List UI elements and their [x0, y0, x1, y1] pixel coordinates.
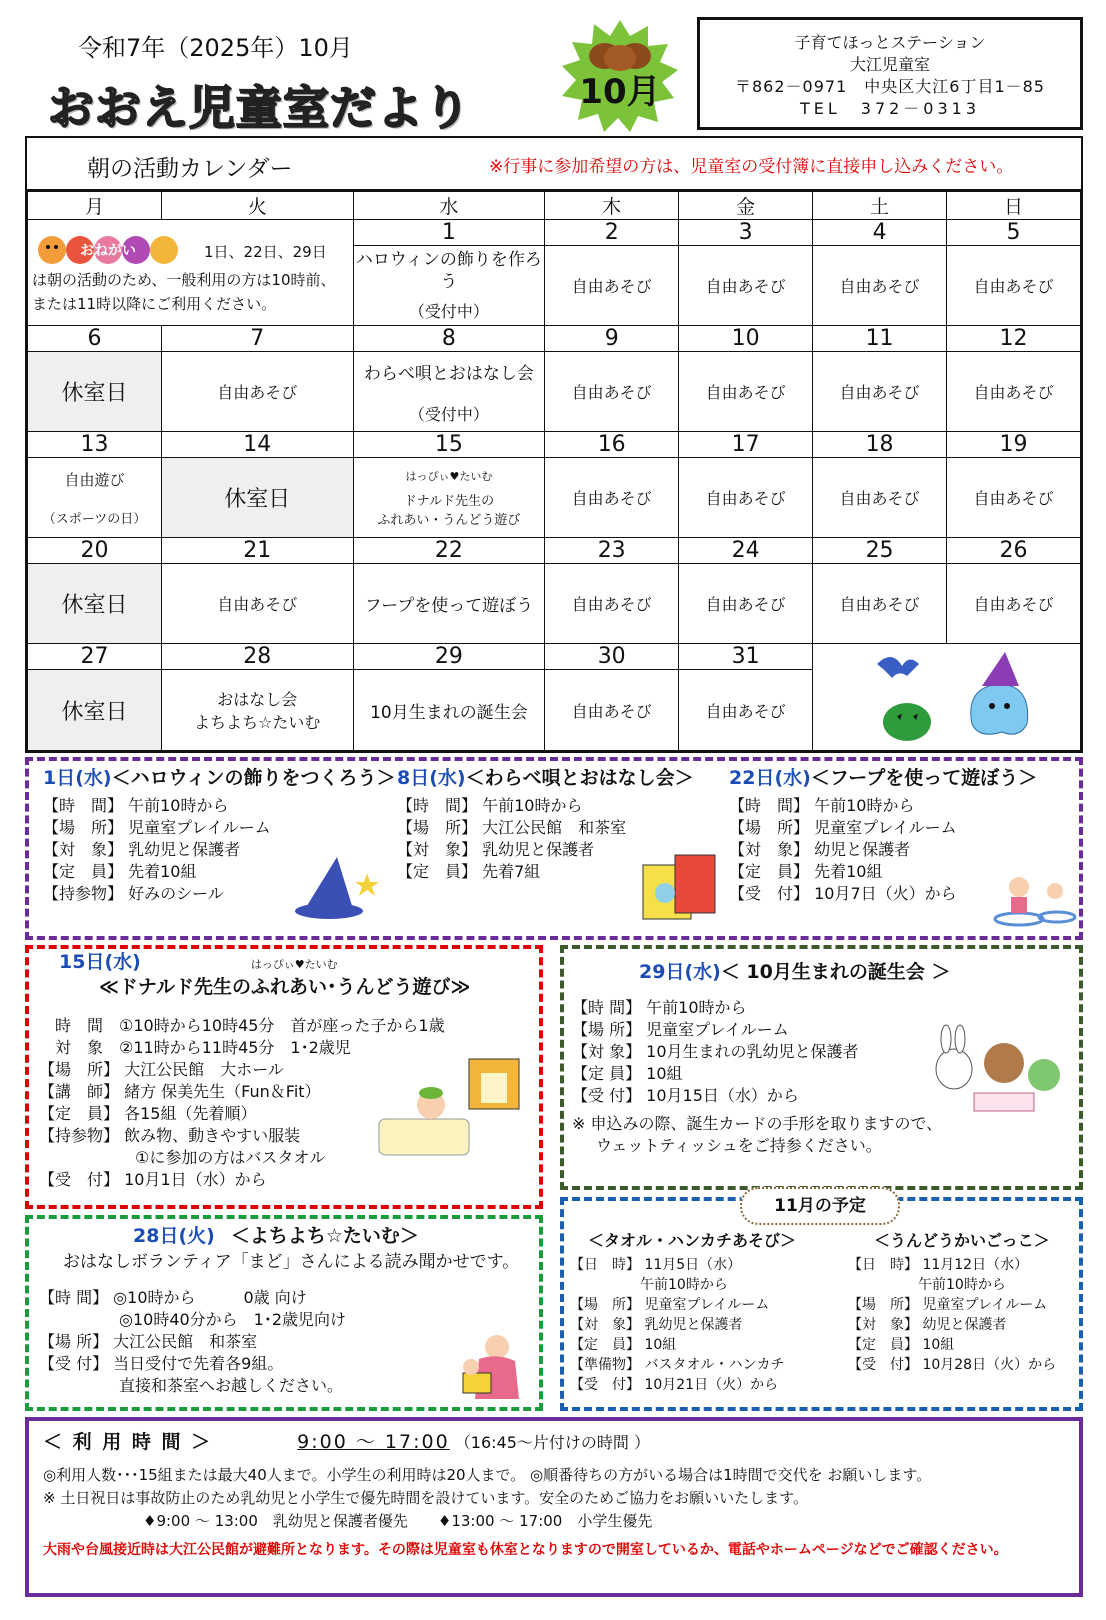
- detail-row: 【定 員】 各15組（先着順）: [39, 1104, 257, 1123]
- calendar-title: 朝の活動カレンダー: [87, 156, 293, 182]
- newsletter-title: おおえ児童室だより: [48, 81, 471, 135]
- event-cell: 自由あそび: [947, 458, 1081, 538]
- rule-line: ◎利用人数･･･15組または最大40人まで。小学生の利用時は20人まで。 ◎順番待ちの方がいる場合は1時間で交代を お願いします。: [43, 1466, 932, 1484]
- event-ruby: はっぴぃ♥たいむ: [405, 469, 493, 483]
- event-title: ＜わらべ唄とおはなし会＞: [465, 767, 694, 789]
- event-title: ＜よちよち☆たいむ＞: [230, 1225, 419, 1247]
- calendar-note: ※行事に参加希望の方は、児童室の受付簿に直接申し込みください。: [489, 157, 1014, 177]
- detail-row: 【持参物】 好みのシール: [43, 884, 224, 903]
- day-number: 28: [161, 644, 353, 670]
- event-cell: 自由あそび: [679, 564, 813, 644]
- day-number: 10: [679, 326, 813, 352]
- day-number: 24: [679, 538, 813, 564]
- detail-row: 対 象 ②11時から11時45分 1･2歳児: [39, 1038, 351, 1057]
- detail-row: 【受 付】 10月7日（火）から: [729, 884, 957, 903]
- reading-mother-icon: [449, 1329, 529, 1404]
- day-number: 7: [161, 326, 353, 352]
- event-cell: [353, 246, 545, 326]
- picture-book-icon: [639, 851, 719, 926]
- activity-calendar: [25, 136, 1083, 753]
- detail-row: 【対 象】 乳幼児と保護者: [570, 1317, 743, 1333]
- detail-row: 午前10時から: [848, 1277, 1006, 1293]
- day-number: 13: [28, 432, 162, 458]
- detail-row: 【受 付】 10月1日（水）から: [39, 1170, 267, 1189]
- onegai-label: おねがい: [80, 242, 136, 259]
- day-number: 16: [545, 432, 679, 458]
- detail-row: 【講 師】 緒方 保美先生（Fun＆Fit）: [39, 1082, 321, 1101]
- event-cell: 自由あそび: [545, 564, 679, 644]
- event-cell: 自由あそび: [813, 352, 947, 432]
- hours-heading: ＜ 利 用 時 間 ＞: [43, 1431, 213, 1453]
- event-cell: 自由あそび: [679, 246, 813, 326]
- plan-title: ＜うんどうかいごっこ＞: [874, 1231, 1050, 1250]
- detail-row: 【受 付】 当日受付で先着各9組。: [39, 1354, 284, 1373]
- day-number: 5: [947, 220, 1081, 246]
- calendar-header: [27, 138, 1081, 191]
- day-number: 21: [161, 538, 353, 564]
- event-title: ＜ハロウィンの飾りをつくろう＞: [111, 767, 396, 789]
- intro-text: は朝の活動のため、一般利用の方は10時前、または11時以降にご利用ください。: [32, 270, 336, 313]
- weekday-sun: 日: [947, 192, 1081, 220]
- day-number: 6: [28, 326, 162, 352]
- usage-hours: [25, 1417, 1083, 1597]
- badge-label: 10月: [579, 72, 661, 112]
- day-number: 31: [679, 644, 813, 670]
- calendar-grid: [27, 191, 1081, 751]
- detail-row: 【定 員】 先着10組: [729, 862, 883, 881]
- detail-row: 【準備物】 バスタオル・ハンカチ: [570, 1357, 785, 1373]
- day-number: 8: [353, 326, 545, 352]
- detail-row: 【場 所】 児童室プレイルーム: [43, 818, 271, 837]
- month-badge: [560, 18, 680, 133]
- day-number: 3: [679, 220, 813, 246]
- detail-row: 【定 員】 10組: [848, 1337, 955, 1353]
- event-label: 自由遊び: [64, 470, 125, 489]
- day-number: 22: [353, 538, 545, 564]
- weekday-tue: 火: [161, 192, 353, 220]
- halloween-illustration: [813, 644, 1081, 751]
- event-day: 15日(水): [59, 951, 141, 973]
- event-cell: 自由あそび: [947, 564, 1081, 644]
- day-number: 26: [947, 538, 1081, 564]
- plan-sports: [848, 1231, 1056, 1375]
- detail-row: 【受 付】 10月21日（火）から: [570, 1377, 779, 1393]
- intro-dates: 1日、22日、29日: [204, 242, 327, 261]
- issue-date: 令和7年（2025年）10月: [78, 34, 353, 62]
- baby-crawling-icon: [369, 1049, 529, 1169]
- hours-value: 9:00 ～ 17:00: [297, 1431, 450, 1453]
- events-early-october: [25, 757, 1083, 940]
- closed-day: 休室日: [28, 352, 162, 432]
- day-number: 14: [161, 432, 353, 458]
- day-number: 27: [28, 644, 162, 670]
- facility-name: 大江児童室: [849, 55, 930, 74]
- event-cell: [353, 458, 545, 538]
- event-label: わらべ唄とおはなし会: [363, 363, 534, 384]
- detail-row: ①に参加の方はバスタオル: [39, 1148, 326, 1167]
- day-number: 25: [813, 538, 947, 564]
- plan-title: ＜タオル・ハンカチあそび＞: [588, 1231, 797, 1250]
- event-label: ふれあい・うんどう遊び: [377, 512, 521, 528]
- priority-times: ♦9:00 ～ 13:00 乳幼児と保護者優先 ♦13:00 ～ 17:00 小学生優先: [143, 1512, 653, 1530]
- event-donald: [25, 945, 543, 1209]
- event-cell: 自由あそび: [947, 352, 1081, 432]
- detail-row: ◎10時40分から 1･2歳児向け: [39, 1310, 347, 1329]
- address: 〒862－0971 中央区大江6丁目1－85: [735, 77, 1045, 96]
- org-name: 子育てほっとステーション: [794, 33, 986, 52]
- event-label: おはなし会: [217, 690, 298, 710]
- hours-note: （16:45～片付けの時間 ）: [454, 1433, 650, 1452]
- event-label: ドナルド先生の: [403, 493, 495, 509]
- note-line: ウェットティッシュをご持参ください。: [596, 1136, 882, 1155]
- event-status: （受付中）: [408, 302, 489, 321]
- event-cell: [353, 352, 545, 432]
- weekday-thu: 木: [545, 192, 679, 220]
- day-number: 19: [947, 432, 1081, 458]
- telephone: TEL 372－0313: [799, 99, 981, 118]
- event-cell: 自由あそび: [679, 670, 813, 751]
- day-number: 30: [545, 644, 679, 670]
- event-title: ≪ドナルド先生のふれあい･うんどう遊び≫: [99, 976, 471, 998]
- birthday-animals-icon: [924, 1019, 1074, 1119]
- event-cell: 自由あそび: [545, 670, 679, 751]
- event-cell: 自由あそび: [813, 564, 947, 644]
- detail-row: 【場 所】 児童室プレイルーム: [848, 1297, 1048, 1313]
- emergency-warning: 大雨や台風接近時は大江公民館が避難所となります。その際は児童室も休室となりますので開室しているか、電話やホームページなどでご確認ください。: [43, 1542, 1008, 1558]
- detail-row: 【日 時】 11月5日（水）: [570, 1257, 742, 1273]
- event-cell: 自由あそび: [545, 352, 679, 432]
- day-number: 15: [353, 432, 545, 458]
- detail-row: 【対 象】 乳幼児と保護者: [43, 840, 241, 859]
- event-cell: [161, 670, 353, 751]
- event-title: ＜ 10月生まれの誕生会 ＞: [720, 961, 951, 983]
- detail-row: 【場 所】 児童室プレイルーム: [572, 1020, 789, 1039]
- detail-row: 午前10時から: [570, 1277, 728, 1293]
- event-cell: 自由あそび: [161, 564, 353, 644]
- closed-day: 休室日: [28, 564, 162, 644]
- day-number: 23: [545, 538, 679, 564]
- detail-row: 【場 所】 児童室プレイルーム: [570, 1297, 770, 1313]
- detail-row: 【定 員】 10組: [570, 1337, 677, 1353]
- day-number: 18: [813, 432, 947, 458]
- weekday-wed: 水: [353, 192, 545, 220]
- onegai-banner: [32, 230, 349, 268]
- event-day: 22日(水): [729, 767, 811, 789]
- weekday-mon: 月: [28, 192, 162, 220]
- event-cell: 自由あそび: [679, 352, 813, 432]
- detail-row: 【受 付】 10月15日（水）から: [572, 1086, 799, 1105]
- detail-row: 【対 象】 乳幼児と保護者: [397, 840, 595, 859]
- day-number: 9: [545, 326, 679, 352]
- event-cell: 自由あそび: [947, 246, 1081, 326]
- event-cell: 自由あそび: [679, 458, 813, 538]
- closed-day: 休室日: [28, 670, 162, 751]
- event-day: 29日(水): [639, 961, 721, 983]
- detail-row: 【対 象】 幼児と保護者: [729, 840, 911, 859]
- event-lead: おはなしボランティア「まど」さんによる読み聞かせです。: [63, 1252, 520, 1272]
- rule-line: ※ 土日祝日は事故防止のため乳幼児と小学生で優先時間を設けています。安全のためご協力をお願いいたします。: [43, 1489, 808, 1507]
- detail-row: 【時 間】 午前10時から: [729, 796, 915, 815]
- day-number: 29: [353, 644, 545, 670]
- weekday-sat: 土: [813, 192, 947, 220]
- plan-towel: [570, 1231, 796, 1395]
- detail-row: 【場 所】 児童室プレイルーム: [729, 818, 957, 837]
- detail-row: 直接和茶室へお越しください。: [39, 1376, 344, 1395]
- event-cell: 10月生まれの誕生会: [353, 670, 545, 751]
- detail-row: 【定 員】 先着10組: [43, 862, 197, 881]
- event-day: 8日(水): [397, 767, 466, 789]
- event-cell: 自由あそび: [813, 246, 947, 326]
- detail-row: 【場 所】 大江公民館 和茶室: [397, 818, 627, 837]
- event-cell: 自由あそび: [545, 246, 679, 326]
- detail-row: 【場 所】 大江公民館 和茶室: [39, 1332, 258, 1351]
- day-number: 11: [813, 326, 947, 352]
- note-line: ※ 申込みの際、誕生カードの手形を取りますので、: [572, 1114, 943, 1133]
- event-cell: 自由あそび: [545, 458, 679, 538]
- detail-row: 【時 間】 午前10時から: [43, 796, 229, 815]
- day-number: 2: [545, 220, 679, 246]
- november-plans: [560, 1197, 1083, 1411]
- detail-row: 【対 象】 幼児と保護者: [848, 1317, 1007, 1333]
- day-number: 1: [353, 220, 545, 246]
- event-label: ハロウィンの飾りを作ろう: [355, 250, 542, 292]
- event-cell: [28, 458, 162, 538]
- weekday-fri: 金: [679, 192, 813, 220]
- event-day: 28日(火): [133, 1225, 215, 1247]
- detail-row: 【定 員】 10組: [572, 1064, 683, 1083]
- event-cell: 自由あそび: [813, 458, 947, 538]
- day-number: 20: [28, 538, 162, 564]
- detail-row: 【時 間】 ◎10時から 0歳 向け: [39, 1288, 307, 1307]
- day-number: 17: [679, 432, 813, 458]
- event-birthday: [560, 945, 1083, 1190]
- detail-row: 【定 員】 先着7組: [397, 862, 541, 881]
- event-title: ＜フープを使って遊ぼう＞: [810, 767, 1038, 789]
- day-number: 12: [947, 326, 1081, 352]
- detail-row: 【受 付】 10月28日（火）から: [848, 1357, 1057, 1373]
- event-ruby: はっぴぃ♥たいむ: [250, 958, 338, 971]
- detail-row: 【対 象】 10月生まれの乳幼児と保護者: [572, 1042, 859, 1061]
- holiday-label: （スポーツの日）: [42, 511, 147, 527]
- detail-row: 時 間 ①10時から10時45分 首が座った子から1歳: [39, 1016, 445, 1035]
- detail-row: 【時 間】 午前10時から: [397, 796, 583, 815]
- witch-hat-icon: [291, 853, 387, 923]
- hoop-children-icon: [989, 869, 1079, 929]
- november-label: 11月の予定: [740, 1187, 900, 1225]
- event-cell: 自由あそび: [161, 352, 353, 432]
- intro-note: [28, 220, 354, 326]
- detail-row: 【日 時】 11月12日（水）: [848, 1257, 1029, 1273]
- detail-row: 【場 所】 大江公民館 大ホール: [39, 1060, 284, 1079]
- event-cell: フープを使って遊ぼう: [353, 564, 545, 644]
- event-day: 1日(水): [43, 767, 112, 789]
- day-number: 4: [813, 220, 947, 246]
- contact-box: [697, 17, 1083, 130]
- detail-row: 【持参物】 飲み物、動きやすい服装: [39, 1126, 301, 1145]
- closed-day: 休室日: [161, 458, 353, 538]
- event-yochiyochi: [25, 1215, 543, 1411]
- event-label: よちよち☆たいむ: [194, 713, 321, 733]
- event-status: （受付中）: [408, 404, 489, 424]
- detail-row: 【時 間】 午前10時から: [572, 998, 747, 1017]
